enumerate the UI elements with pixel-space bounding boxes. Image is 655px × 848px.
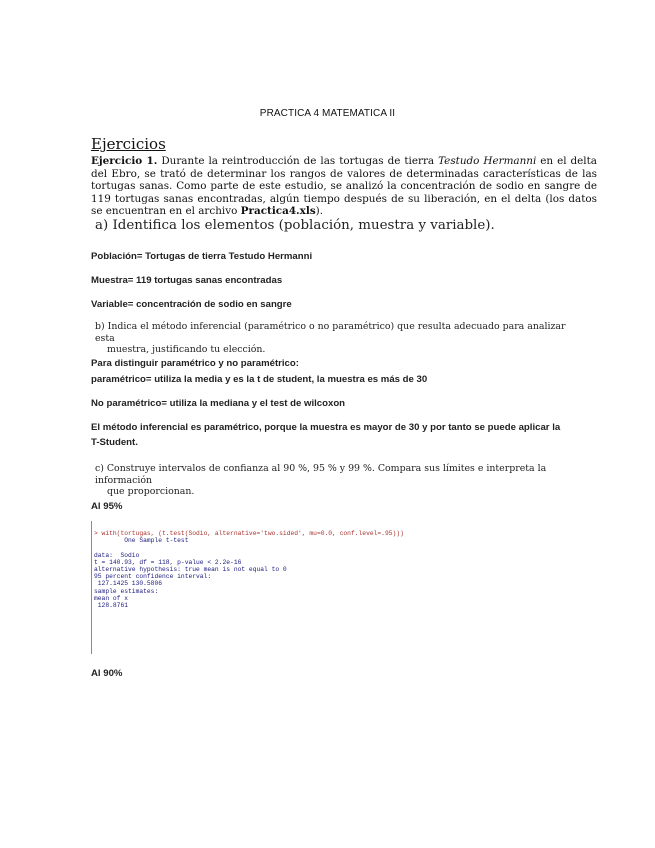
exercise-text-end: ). — [315, 205, 324, 218]
question-b-line2: muestra, justificando tu elección. — [107, 344, 266, 356]
question-b-line1: b) Indica el método inferencial (paramétrico o no paramétrico) que resulta adecuado para analizar esta — [95, 321, 566, 344]
r-console-output — [91, 521, 575, 654]
exercise-text-before: Durante la reintroducción de las tortugas de tierra — [161, 155, 435, 167]
answer-variable: Variable= concentración de sodio en sangre — [91, 299, 292, 310]
parametric-definition: paramétrico= utiliza la media y es la t de student, la muestra es más de 30 — [91, 374, 428, 385]
answer-poblacion: Población= Tortugas de tierra Testudo Hermanni — [91, 251, 313, 262]
exercise-text-after: en el delta del Ebro, se trató de determinar los rangos de valores de determinadas características de las tortugas sanas. Como parte de este estudio, se analizó la concentración de sodio en sangre de 119 tortugas sanas encontradas, algún tiempo después de su liberación, en el delta (los datos se encuentran en el archivo — [91, 155, 597, 218]
question-c-line1: c) Construye intervalos de confianza al 90 %, 95 % y 99 %. Compara sus límites e interpreta la información — [95, 463, 547, 486]
nonparametric-definition: No paramétrico= utiliza la mediana y el test de wilcoxon — [91, 398, 346, 409]
question-c-line2: que proporcionan. — [107, 486, 195, 498]
console-command: > with(tortugas, (t.test(Sodio, alternative='two.sided', mu=0.0, conf.level=.95))) — [94, 530, 404, 537]
exercise-statement — [91, 155, 597, 218]
label-95-percent: Al 95% — [91, 501, 123, 512]
file-name: Practica4.xls — [240, 205, 316, 218]
question-c — [95, 463, 575, 498]
console-text — [94, 530, 404, 609]
question-b — [95, 321, 575, 356]
method-conclusion: El método inferencial es paramétrico, porque la muestra es mayor de 30 y por tanto se puede aplicar la T-Student. — [91, 422, 561, 448]
console-result: One Sample t-test data: Sodio t = 140.93, df = 118, p-value < 2.2e-16 alternative hypothesis: true mean is not equal to 0 95 percent confidence interval: 127.1425 130.5806 sample estimates: mean of x 128.8761 — [94, 537, 287, 610]
exercise-label: Ejercicio 1. — [91, 155, 158, 167]
question-a: a) Identifica los elementos (población, muestra y variable). — [95, 218, 495, 233]
answer-muestra: Muestra= 119 tortugas sanas encontradas — [91, 275, 283, 286]
distinction-heading: Para distinguir paramétrico y no paramétrico: — [91, 358, 299, 369]
document-title: PRACTICA 4 MATEMATICA II — [259, 108, 396, 119]
species-name: Testudo Hermanni — [438, 155, 537, 167]
label-90-percent: Al 90% — [91, 668, 123, 679]
section-heading: Ejercicios — [91, 135, 166, 153]
